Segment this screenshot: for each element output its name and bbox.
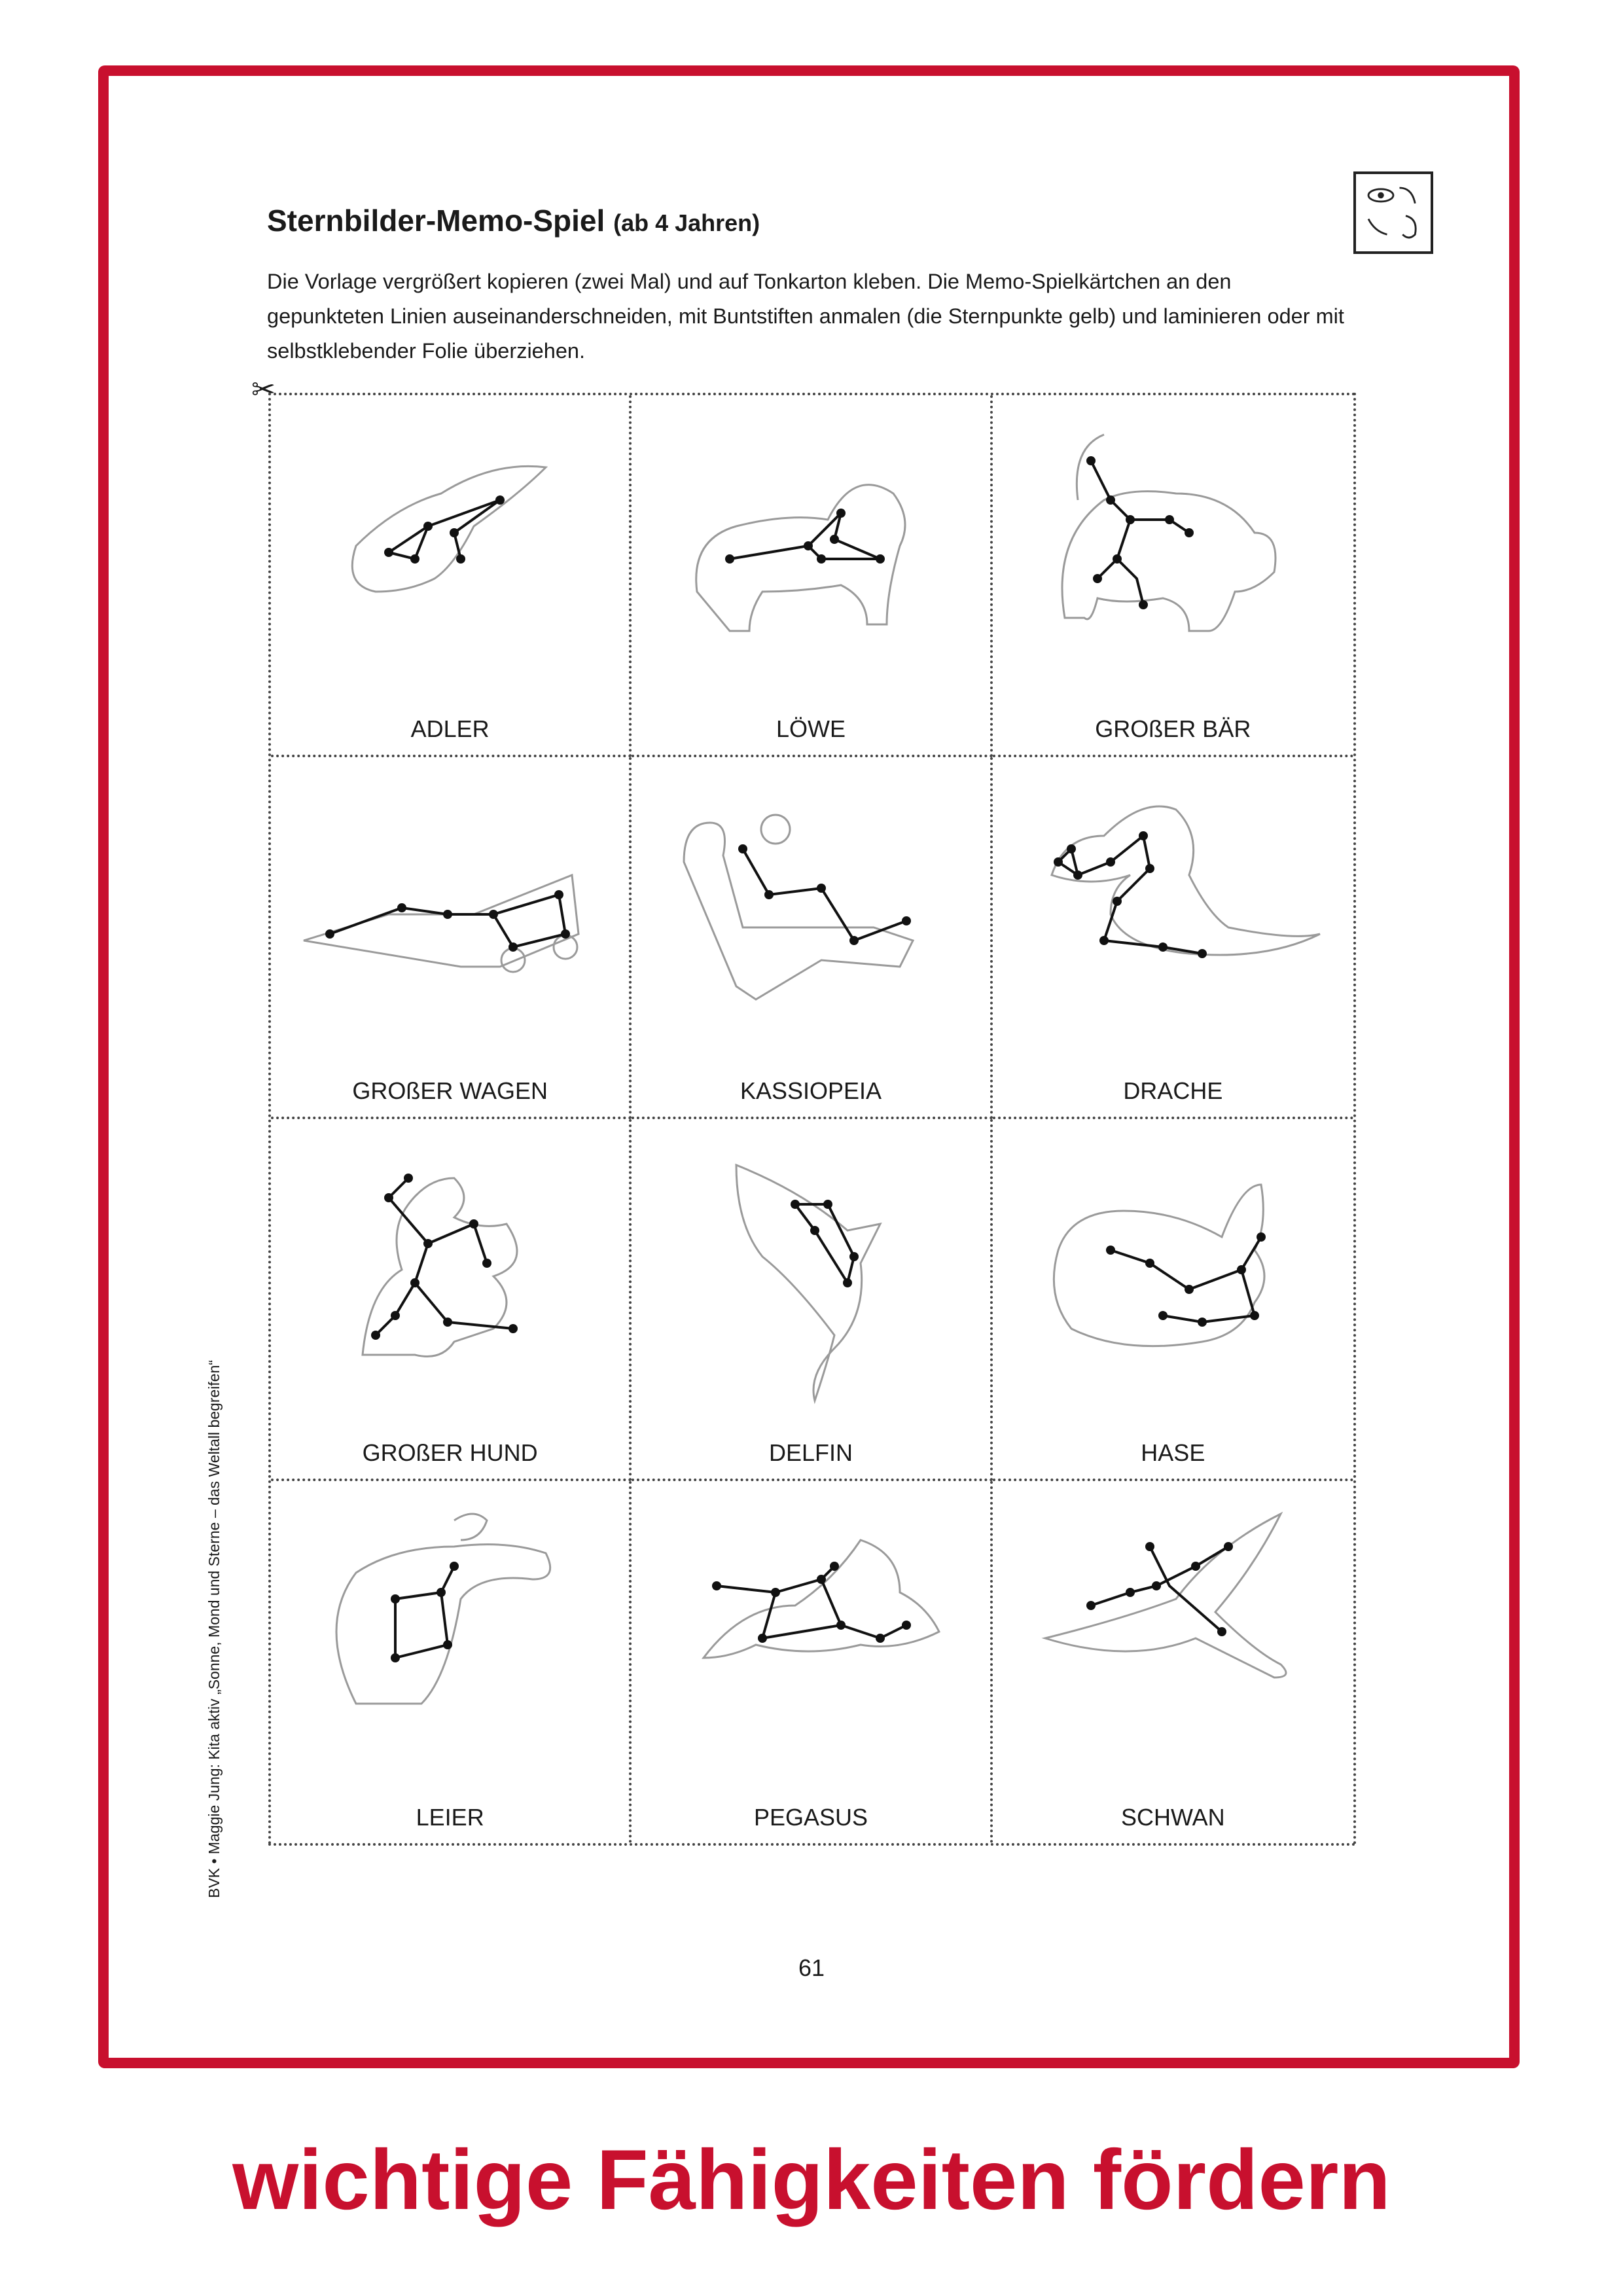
dragon-constellation-icon [1006,770,1340,1045]
memo-card [632,757,992,1119]
card-label: GROßER HUND [362,1439,538,1466]
page-title: Sternbilder-Memo-Spiel (ab 4 Jahren) [267,204,760,238]
page-number: 61 [798,1954,825,1981]
eagle-constellation-icon [284,408,618,683]
card-label: HASE [1141,1439,1205,1466]
card-label: SCHWAN [1120,1804,1225,1831]
card-label: PEGASUS [753,1804,868,1831]
lion-constellation-icon [645,408,978,683]
card-label: LÖWE [776,715,846,742]
pegasus-constellation-icon [645,1494,978,1769]
bear-constellation-icon [1006,408,1340,683]
memo-card [632,395,992,757]
senses-icon [1353,171,1433,254]
memo-card [993,1119,1353,1481]
memo-card [993,1481,1353,1843]
memo-card [271,1481,632,1843]
card-label: DELFIN [768,1439,853,1466]
lyre-constellation-icon [284,1494,618,1769]
intro-text: Die Vorlage vergrößert kopieren (zwei Mal) und auf Tonkarton kleben. Die Memo-Spielkärtchen an den gepunkteten Linien auseinanderschneiden, mit Buntstiften anmalen (die Sternpunkte gelb) und laminieren oder mit selbstklebender Folie überziehen. [267,270,1344,363]
memo-card [271,1119,632,1481]
wagon-constellation-icon [284,770,618,1045]
memo-card [271,757,632,1119]
card-label: LEIER [416,1804,484,1831]
card-label: GROßER BÄR [1095,715,1251,742]
hare-constellation-icon [1006,1132,1340,1407]
promo-banner: wichtige Fähigkeiten fördern [232,2132,1391,2227]
cassiopeia-constellation-icon [645,770,978,1045]
card-label: GROßER WAGEN [352,1077,548,1104]
dog-constellation-icon [284,1132,618,1407]
card-label: KASSIOPEIA [740,1077,882,1104]
memo-card [271,395,632,757]
swan-constellation-icon [1006,1494,1340,1769]
memo-card [632,1119,992,1481]
scissors-icon: ✂ [251,374,276,406]
copyright-note: BVK • Maggie Jung: Kita aktiv „Sonne, Mond und Sterne – das Weltall begreifen“ [205,1359,223,1898]
memo-card [993,757,1353,1119]
memo-card [993,395,1353,757]
card-label: DRACHE [1123,1077,1223,1104]
memo-card-grid [268,393,1356,1846]
memo-card [632,1481,992,1843]
dolphin-constellation-icon [645,1132,978,1407]
card-label: ADLER [410,715,490,742]
